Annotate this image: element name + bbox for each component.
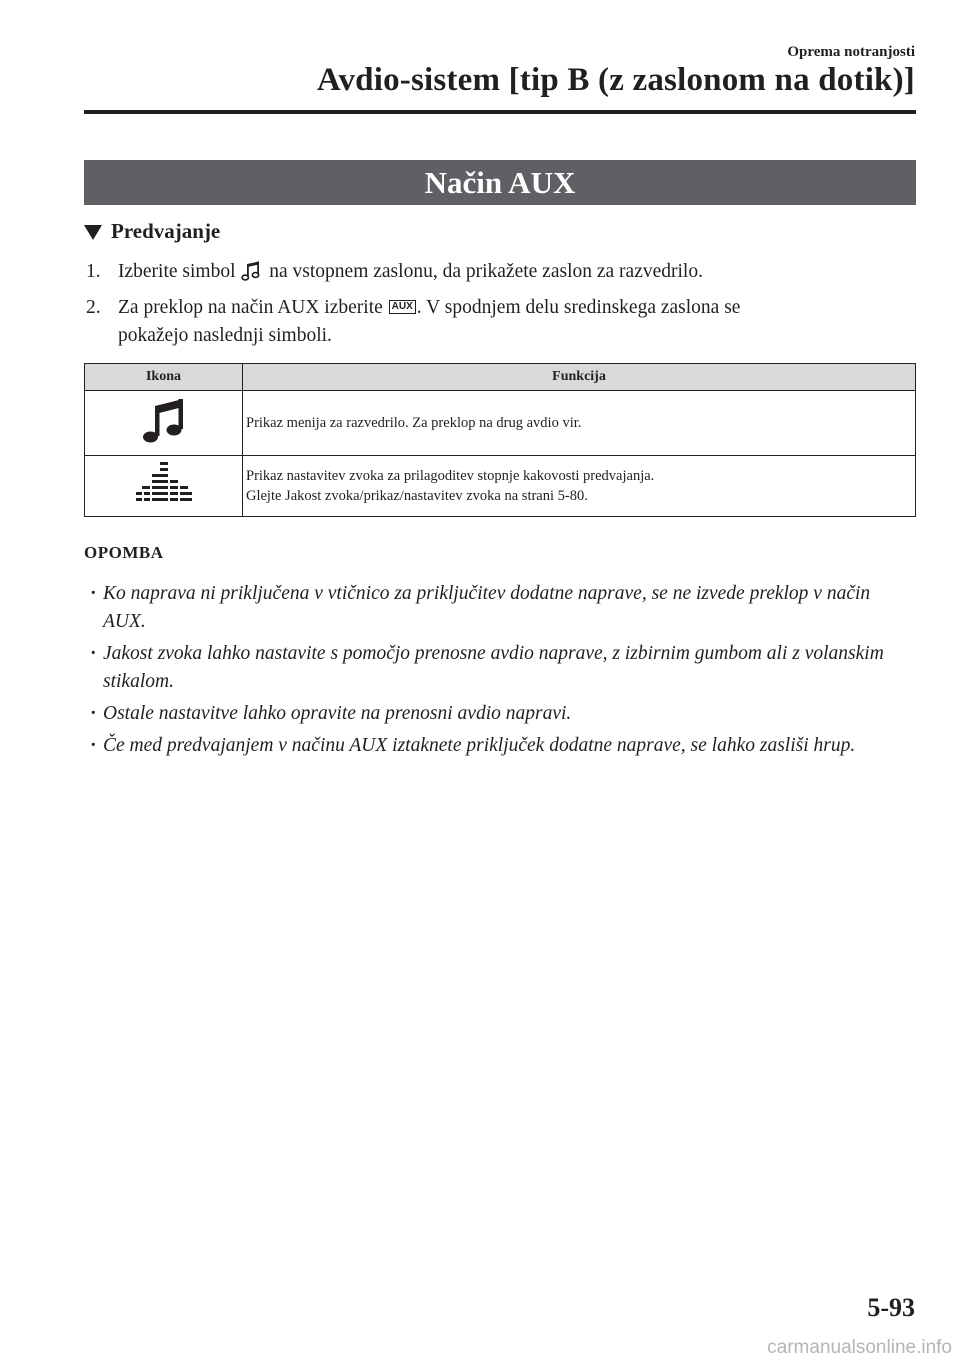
subheading-text: Predvajanje bbox=[111, 219, 221, 243]
note-item: · Če med predvajanjem v načinu AUX iztaknete priključek dodatne naprave, se lahko zasliši hrup. bbox=[90, 732, 916, 760]
table-row bbox=[85, 456, 916, 517]
page-number: 5-93 bbox=[867, 1293, 915, 1322]
table-header-row bbox=[85, 364, 916, 391]
header-rule bbox=[84, 110, 916, 114]
equalizer-icon bbox=[136, 462, 192, 506]
table-row bbox=[85, 391, 916, 456]
function-text-line: Glejte Jakost zvoka/prikaz/nastavitev zvoka na strani 5-80. bbox=[246, 488, 588, 504]
step-1 bbox=[86, 258, 703, 292]
step-text-before: Za preklop na način AUX izberite bbox=[118, 297, 388, 318]
section-title-band: Način AUX bbox=[84, 160, 916, 205]
table-header-icon: Ikona bbox=[85, 364, 243, 391]
triangle-down-icon bbox=[84, 225, 102, 240]
table-header-function: Funkcija bbox=[243, 364, 916, 391]
note-item: · Ostale nastavitve lahko opravite na prenosni avdio napravi. bbox=[90, 700, 916, 728]
header-title: Avdio-sistem [tip B (z zaslonom na dotik)] bbox=[316, 62, 915, 98]
aux-icon: AUX bbox=[389, 300, 416, 314]
table-cell-function bbox=[243, 391, 916, 456]
note-title: OPOMBA bbox=[84, 543, 164, 562]
subheading bbox=[84, 219, 220, 244]
note-item: · Ko naprava ni priključena v vtičnico za priključitev dodatne naprave, se ne izvede preklop v način AUX. bbox=[90, 580, 916, 636]
step-text-before: Izberite simbol bbox=[118, 261, 241, 282]
watermark: carmanualsonline.info bbox=[767, 1337, 952, 1358]
step-number: 2. bbox=[86, 297, 101, 318]
function-text-line: Prikaz nastavitev zvoka za prilagoditev stopnje kakovosti predvajanja. bbox=[246, 468, 655, 484]
table-cell-function bbox=[243, 456, 916, 517]
note-list bbox=[90, 580, 916, 764]
step-text-after: . V spodnjem delu sredinskega zaslona se bbox=[416, 297, 741, 318]
step-2 bbox=[86, 294, 740, 322]
function-text-line: Prikaz menija za razvedrilo. Za preklop na drug avdio vir. bbox=[246, 415, 582, 431]
note-item: · Jakost zvoka lahko nastavite s pomočjo prenosne avdio naprave, z izbirnim gumbom ali z volanskim stikalom. bbox=[90, 640, 916, 696]
function-table bbox=[84, 363, 916, 517]
table-cell-icon bbox=[85, 456, 243, 517]
step-number: 1. bbox=[86, 261, 101, 282]
music-note-icon bbox=[240, 259, 264, 292]
step-2-continuation: pokažejo naslednji simboli. bbox=[118, 325, 332, 346]
table-cell-icon bbox=[85, 391, 243, 456]
music-note-icon bbox=[140, 396, 188, 446]
header-section-label: Oprema notranjosti bbox=[787, 44, 915, 60]
step-text-after: na vstopnem zaslonu, da prikažete zaslon za razvedrilo. bbox=[264, 261, 703, 282]
